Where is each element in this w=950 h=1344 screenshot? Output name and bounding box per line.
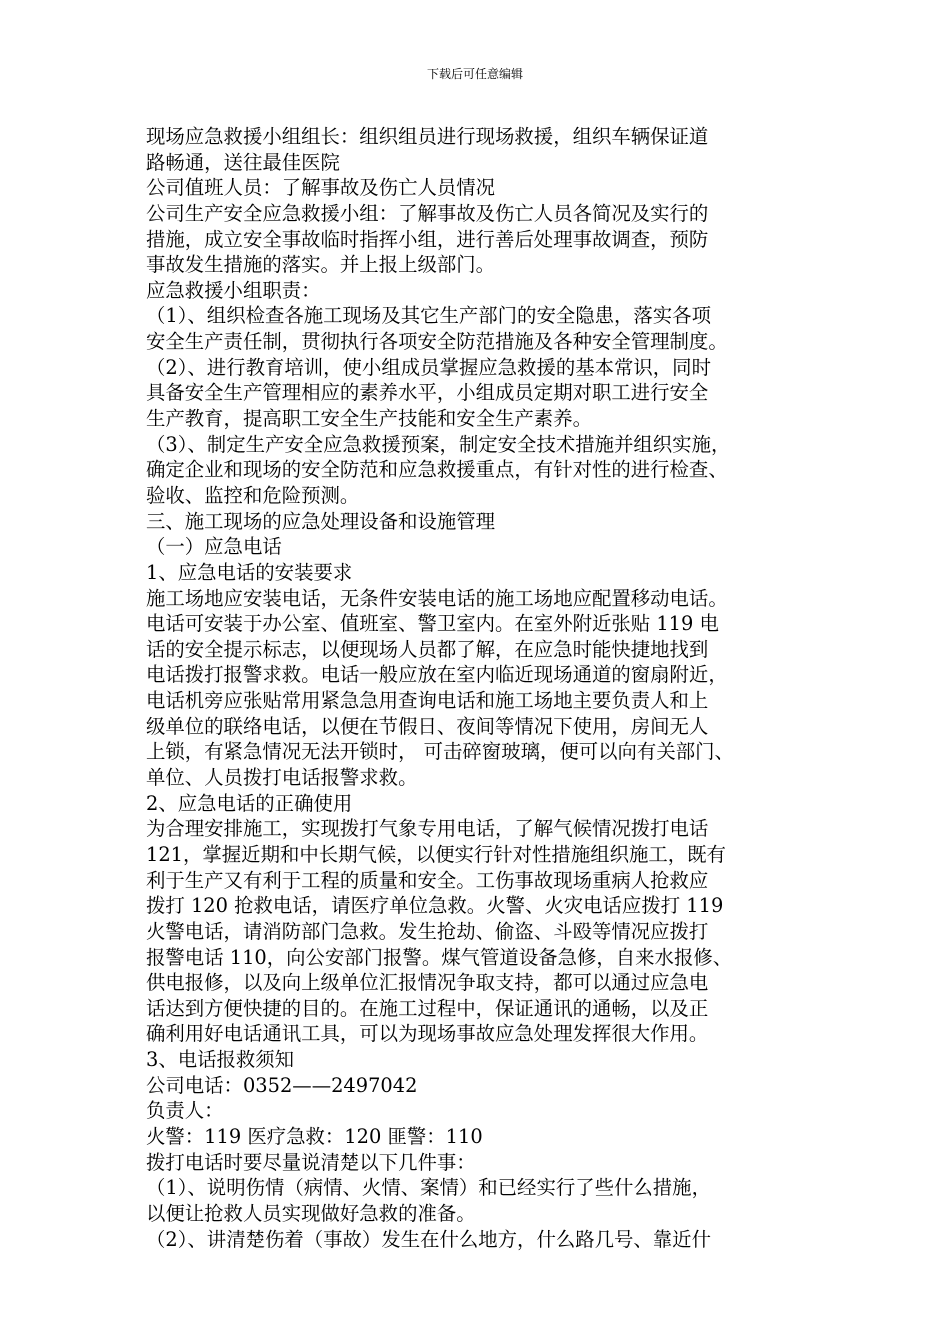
text-line: 公司值班人员：了解事故及伤亡人员情况 — [146, 176, 496, 200]
text-line: 火警电话，请消防部门急救。发生抢劫、偷盗、斗殴等情况应拨打 — [146, 919, 709, 943]
text-line: （2）、讲清楚伤着（事故）发生在什么地方，什么路几号、靠近什 — [146, 1227, 711, 1251]
text-line: 确定企业和现场的安全防范和应急救援重点，有针对性的进行检查、 — [146, 458, 728, 482]
text-line: 以便让抢救人员实现做好急救的准备。 — [146, 1201, 476, 1225]
text-line: 安全生产责任制，贯彻执行各项安全防范措施及各种安全管理制度。 — [146, 330, 728, 354]
text-line: 确利用好电话通讯工具，可以为现场事故应急处理发挥很大作用。 — [146, 1022, 709, 1046]
text-line: 施工场地应安装电话，无条件安装电话的施工场地应配置移动电话。 — [146, 586, 728, 610]
text-line: 负责人： — [146, 1099, 224, 1123]
text-line: 拨打电话时要尽量说清楚以下几件事： — [146, 1150, 476, 1174]
text-line: 公司电话：0352——2497042 — [146, 1073, 418, 1097]
text-line: 应急救援小组职责： — [146, 278, 321, 302]
text-line: （1）、说明伤情（病情、火情、案情）和已经实行了些什么措施， — [146, 1176, 711, 1200]
body-text — [146, 124, 818, 1252]
text-line: （3）、制定生产安全应急救援预案，制定安全技术措施并组织实施， — [146, 432, 731, 456]
text-line: 电话可安装于办公室、值班室、警卫室内。在室外附近张贴 119 电 — [146, 612, 719, 636]
page-header: 下载后可任意编辑 — [426, 67, 523, 81]
text-line: 火警：119 医疗急救：120 匪警：110 — [146, 1124, 483, 1148]
text-line: 路畅通，送往最佳医院 — [146, 150, 340, 174]
text-line: 现场应急救援小组组长：组织组员进行现场救援，组织车辆保证道 — [146, 125, 709, 148]
text-line: 利于生产又有利于工程的质量和安全。工伤事故现场重病人抢救应 — [146, 868, 709, 892]
text-line: （1）、组织检查各施工现场及其它生产部门的安全隐患，落实各项 — [146, 304, 711, 328]
text-line: 级单位的联络电话，以便在节假日、夜间等情况下使用，房间无人 — [146, 714, 709, 738]
text-line: （2）、进行教育培训，使小组成员掌握应急救援的基本常识，同时 — [146, 355, 711, 379]
text-line: 报警电话 110，向公安部门报警。煤气管道设备急修，自来水报修、 — [146, 945, 733, 969]
text-line: 2、应急电话的正确使用 — [146, 791, 353, 815]
text-line: 供电报修，以及向上级单位汇报情况争取支持，都可以通过应急电 — [146, 971, 709, 995]
text-line: 事故发生措施的落实。并上报上级部门。 — [146, 253, 496, 277]
text-line: 公司生产安全应急救援小组：了解事故及伤亡人员各简况及实行的 — [146, 201, 709, 225]
text-line: 拨打 120 抢救电话，请医疗单位急救。火警、火灾电话应拨打 119 — [146, 894, 724, 918]
text-line: 电话拨打报警求救。电话一般应放在室内临近现场通道的窗扇附近， — [146, 663, 728, 687]
text-line: 121，掌握近期和中长期气候，以便实行针对性措施组织施工，既有 — [146, 842, 726, 866]
text-line: 生产教育，提高职工安全生产技能和安全生产素养。 — [146, 407, 592, 431]
text-line: 3、电话报救须知 — [146, 1048, 295, 1072]
text-line: 为合理安排施工，实现拨打气象专用电话，了解气候情况拨打电话 — [146, 817, 709, 841]
text-line: 单位、人员拨打电话报警求救。 — [146, 766, 418, 790]
text-line: （一）应急电话 — [146, 535, 282, 559]
text-line: 话达到方便快捷的目的。在施工过程中，保证通讯的通畅，以及正 — [146, 996, 709, 1020]
text-line: 上锁，有紧急情况无法开锁时， 可击碎窗玻璃，便可以向有关部门、 — [146, 740, 734, 764]
text-line: 措施，成立安全事故临时指挥小组，进行善后处理事故调查，预防 — [146, 227, 709, 251]
text-line: 话的安全提示标志，以便现场人员都了解，在应急时能快捷地找到 — [146, 637, 709, 661]
text-line: 电话机旁应张贴常用紧急急用查询电话和施工场地主要负责人和上 — [146, 689, 709, 713]
text-line: 三、施工现场的应急处理设备和设施管理 — [146, 509, 496, 533]
text-line: 验收、监控和危险预测。 — [146, 483, 360, 507]
text-line: 具备安全生产管理相应的素养水平，小组成员定期对职工进行安全 — [146, 381, 709, 405]
text-line: 1、应急电话的安装要求 — [146, 560, 353, 584]
